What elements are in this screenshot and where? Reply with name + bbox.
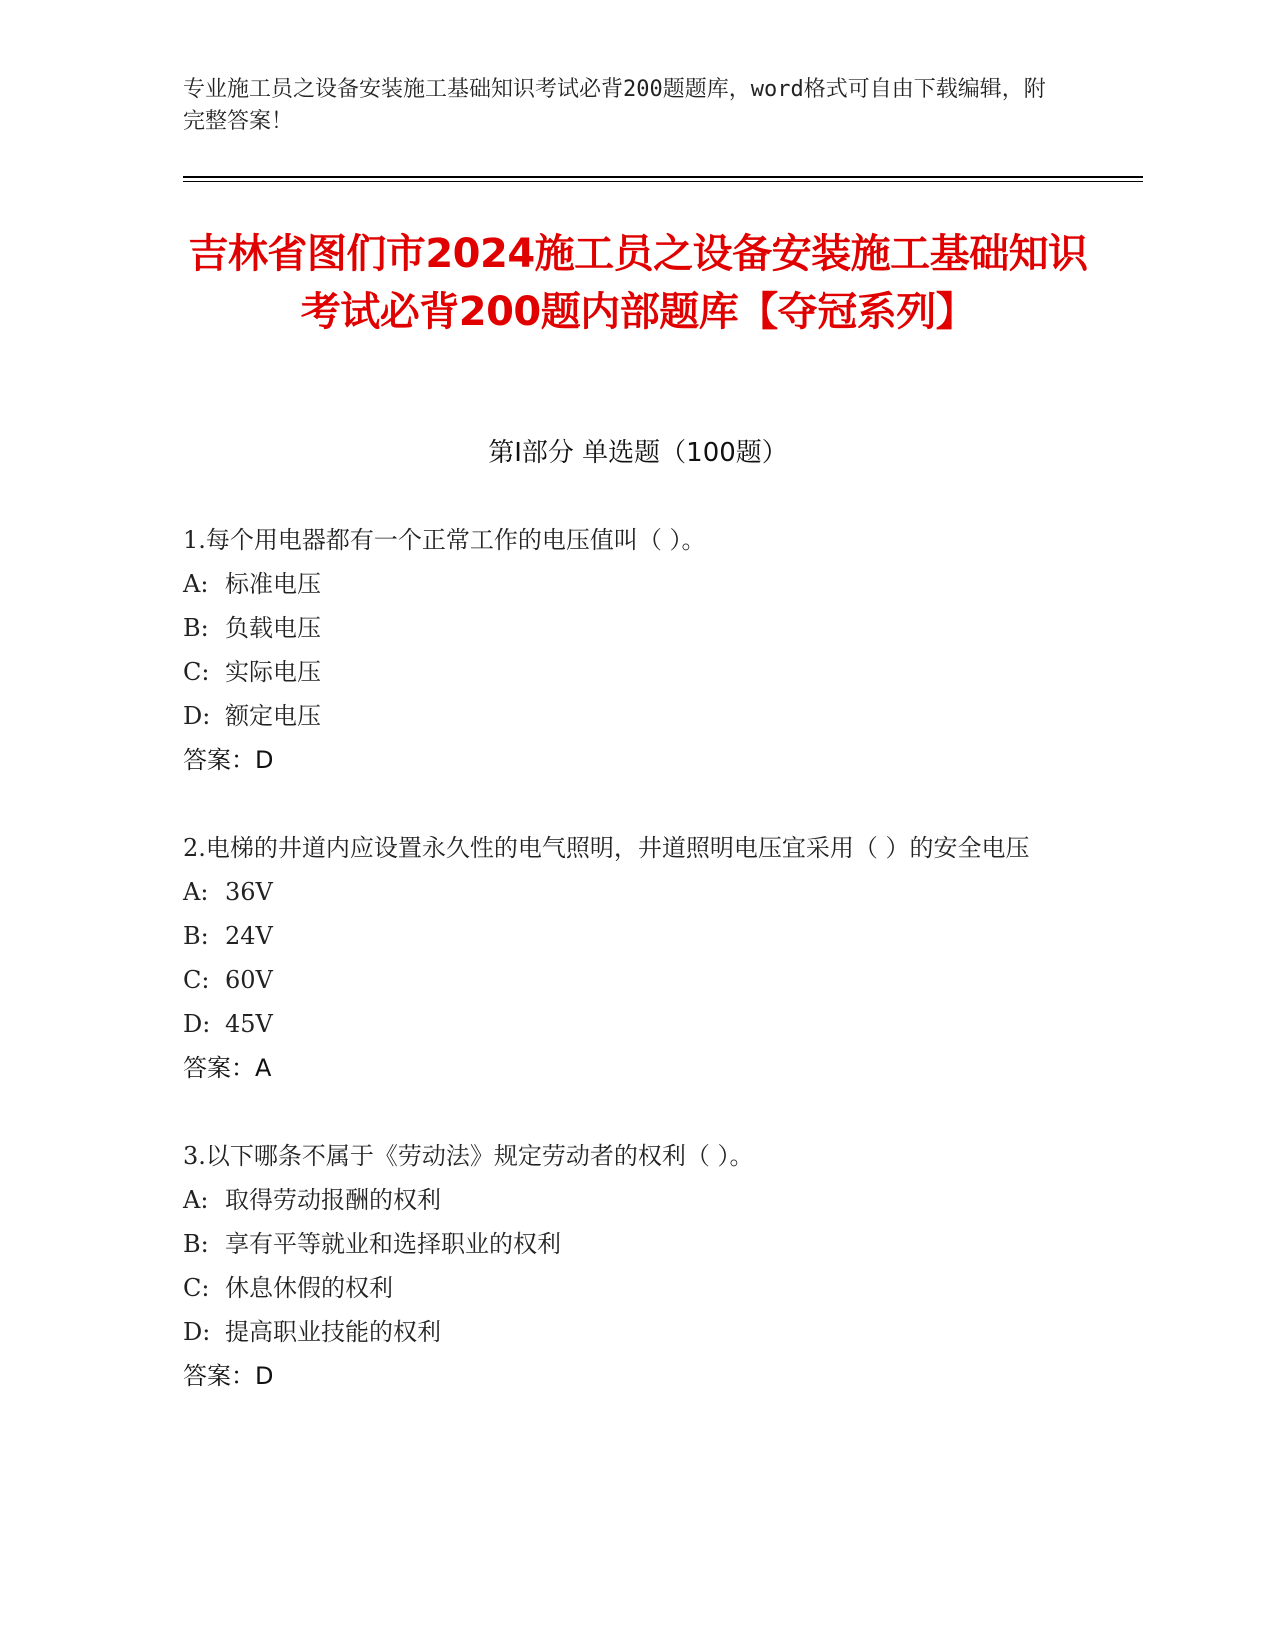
answer-line	[183, 1354, 1063, 1398]
question-stem: 1.每个用电器都有一个正常工作的电压值叫（ ）。	[183, 526, 706, 554]
document-title: 吉林省图们市2024施工员之设备安装施工基础知识考试必背200题内部题库【夺冠系列】	[188, 231, 1088, 335]
option-text: 45V	[225, 1010, 273, 1038]
option-key: A:	[183, 878, 209, 906]
answer-value: D	[255, 1362, 274, 1390]
option-text: 60V	[225, 966, 273, 994]
answer-label: 答案：	[183, 746, 255, 774]
option-text: 标准电压	[225, 570, 321, 598]
option-key: B:	[183, 922, 209, 950]
option-text: 24V	[225, 922, 273, 950]
question-1	[183, 518, 1063, 782]
answer-line	[183, 738, 1063, 782]
option-text: 享有平等就业和选择职业的权利	[225, 1230, 561, 1258]
option-text: 负载电压	[225, 614, 321, 642]
option-key: C:	[183, 966, 210, 994]
answer-label: 答案：	[183, 1362, 255, 1390]
option-key: B:	[183, 614, 209, 642]
header-note: 专业施工员之设备安装施工基础知识考试必背200题题库，word格式可自由下载编辑，附完整答案！	[183, 77, 1046, 134]
option-c	[183, 1266, 1063, 1310]
question-3	[183, 1134, 1063, 1398]
option-text: 休息休假的权利	[225, 1274, 393, 1302]
header-divider-thin	[183, 181, 1143, 182]
option-b	[183, 914, 1063, 958]
option-d	[183, 694, 1063, 738]
option-d	[183, 1002, 1063, 1046]
header-divider-thick	[183, 176, 1143, 178]
option-key: D:	[183, 1318, 211, 1346]
option-a	[183, 870, 1063, 914]
question-2	[183, 826, 1063, 1090]
option-text: 额定电压	[225, 702, 321, 730]
option-b	[183, 606, 1063, 650]
answer-line	[183, 1046, 1063, 1090]
option-key: B:	[183, 1230, 209, 1258]
question-stem: 2.电梯的井道内应设置永久性的电气照明，井道照明电压宜采用（ ）的安全电压	[183, 834, 1030, 862]
option-text: 提高职业技能的权利	[225, 1318, 441, 1346]
option-c	[183, 650, 1063, 694]
answer-value: D	[255, 746, 274, 774]
section-heading: 第Ⅰ部分 单选题（100题）	[488, 438, 788, 468]
answer-value: A	[255, 1054, 272, 1082]
question-stem: 3.以下哪条不属于《劳动法》规定劳动者的权利（ ）。	[183, 1142, 754, 1170]
option-key: C:	[183, 658, 210, 686]
option-a	[183, 1178, 1063, 1222]
option-a	[183, 562, 1063, 606]
option-key: D:	[183, 702, 211, 730]
option-text: 实际电压	[225, 658, 321, 686]
option-c	[183, 958, 1063, 1002]
option-key: A:	[183, 1186, 209, 1214]
option-text: 取得劳动报酬的权利	[225, 1186, 441, 1214]
option-b	[183, 1222, 1063, 1266]
question-list	[183, 518, 1063, 1442]
answer-label: 答案：	[183, 1054, 255, 1082]
option-d	[183, 1310, 1063, 1354]
option-key: C:	[183, 1274, 210, 1302]
option-key: D:	[183, 1010, 211, 1038]
option-key: A:	[183, 570, 209, 598]
option-text: 36V	[225, 878, 273, 906]
